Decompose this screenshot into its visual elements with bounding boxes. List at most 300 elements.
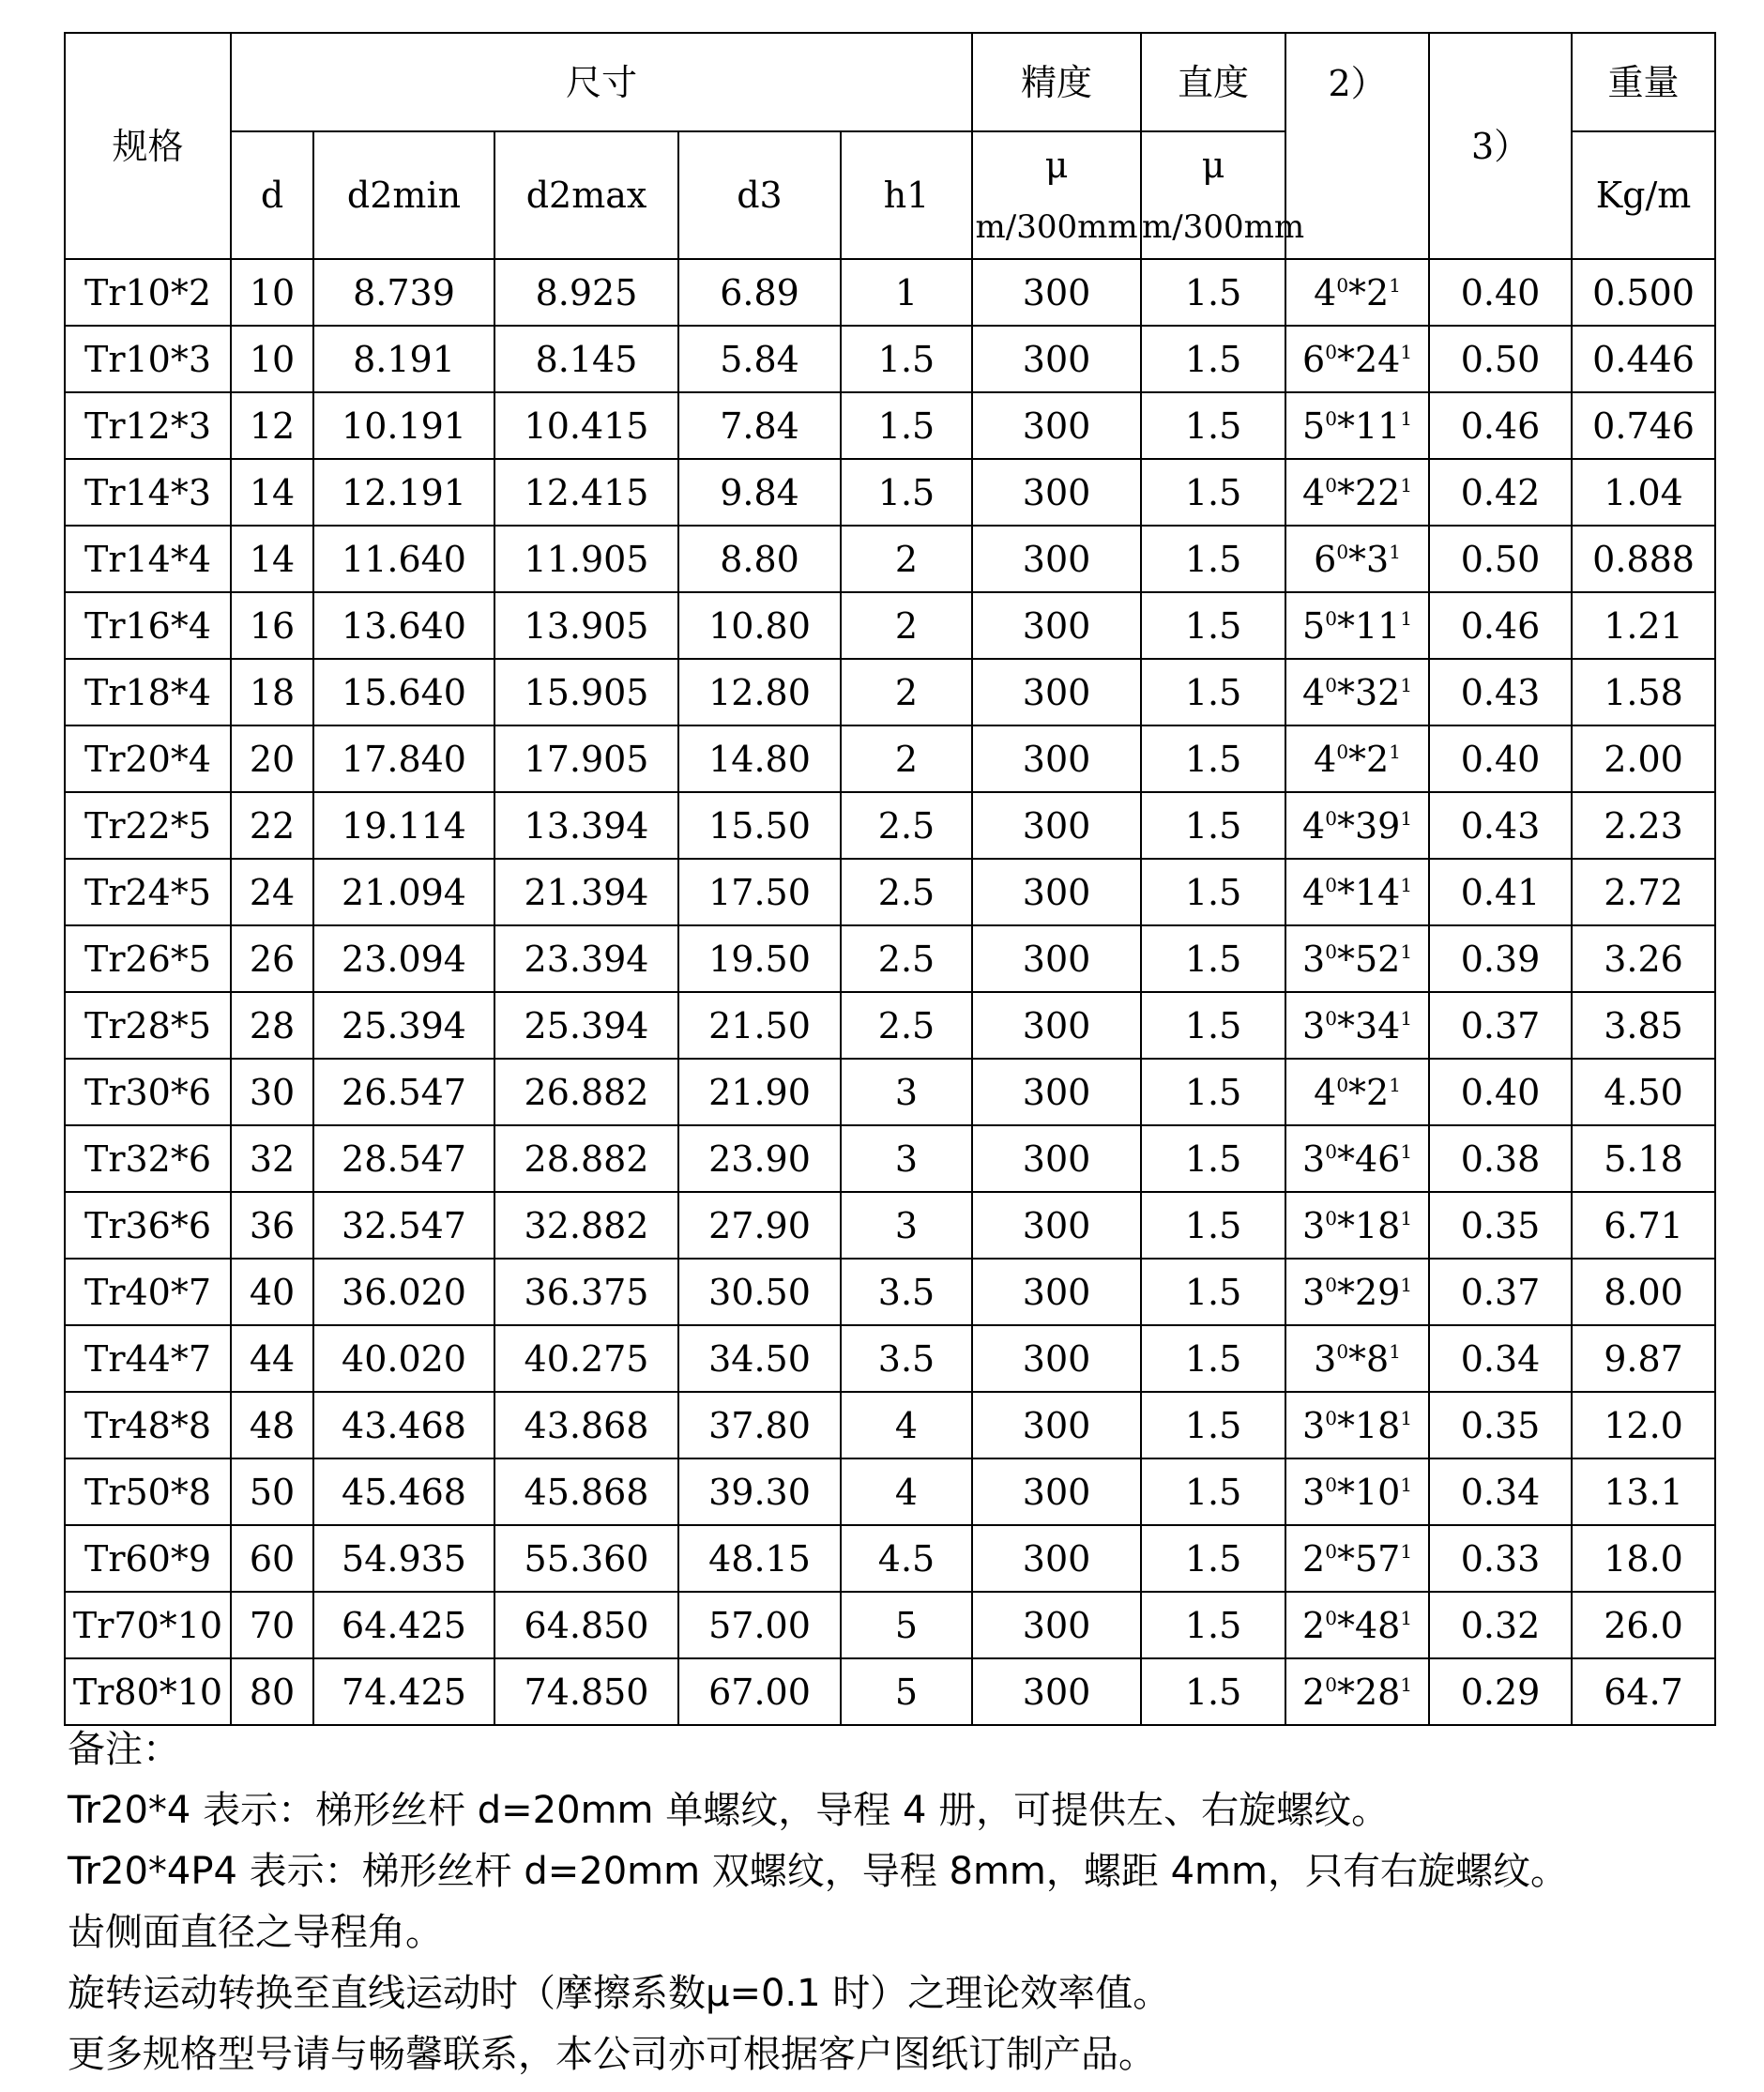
cell-d2max: 15.905 xyxy=(494,659,678,725)
cell-d2max: 11.905 xyxy=(494,526,678,592)
table-row xyxy=(65,1525,1715,1592)
angle-minutes: 3 xyxy=(1366,538,1390,580)
angle-separator: * xyxy=(1336,671,1355,713)
cell-spec: Tr20*4 xyxy=(65,725,231,792)
angle-minutes: 39 xyxy=(1354,804,1401,847)
angle-minutes: 10 xyxy=(1354,1471,1401,1513)
cell-precision: 300 xyxy=(972,725,1141,792)
angle-separator: * xyxy=(1336,1537,1355,1580)
cell-d3: 8.80 xyxy=(678,526,841,592)
cell-lead-angle xyxy=(1285,792,1429,859)
cell-d3: 21.90 xyxy=(678,1059,841,1125)
cell-precision: 300 xyxy=(972,859,1141,925)
degree-mark: 0 xyxy=(1336,1339,1349,1363)
table-row xyxy=(65,1658,1715,1725)
table-row xyxy=(65,792,1715,859)
cell-d2min: 26.547 xyxy=(313,1059,494,1125)
angle-separator: * xyxy=(1336,1671,1355,1713)
cell-lead-angle xyxy=(1285,1658,1429,1725)
angle-minutes: 57 xyxy=(1354,1537,1401,1580)
cell-efficiency: 0.32 xyxy=(1429,1592,1572,1658)
cell-precision: 300 xyxy=(972,659,1141,725)
cell-lead-angle xyxy=(1285,1525,1429,1592)
cell-weight: 2.00 xyxy=(1572,725,1715,792)
angle-degrees: 4 xyxy=(1314,271,1337,313)
cell-h1: 1.5 xyxy=(841,459,972,526)
angle-minutes: 14 xyxy=(1354,871,1401,913)
note-line: Tr20*4 表示：梯形丝杆 d=20mm 单螺纹，导程 4 册，可提供左、右旋螺纹。 xyxy=(68,1789,1390,1832)
cell-lead-angle xyxy=(1285,1392,1429,1458)
cell-d2max: 25.394 xyxy=(494,992,678,1059)
cell-h1: 3 xyxy=(841,1192,972,1259)
degree-mark: 0 xyxy=(1325,1206,1337,1229)
cell-efficiency: 0.37 xyxy=(1429,992,1572,1059)
cell-d2min: 12.191 xyxy=(313,459,494,526)
cell-d2min: 21.094 xyxy=(313,859,494,925)
cell-lead-angle xyxy=(1285,526,1429,592)
cell-efficiency: 0.35 xyxy=(1429,1192,1572,1259)
angle-minutes: 28 xyxy=(1354,1671,1401,1713)
cell-spec: Tr26*5 xyxy=(65,925,231,992)
angle-minutes: 2 xyxy=(1366,271,1390,313)
table-row xyxy=(65,392,1715,459)
degree-mark: 0 xyxy=(1336,1073,1349,1096)
minute-mark: 1 xyxy=(1389,273,1401,297)
cell-d2max: 10.415 xyxy=(494,392,678,459)
cell-weight: 3.85 xyxy=(1572,992,1715,1059)
table-row xyxy=(65,1458,1715,1525)
degree-mark: 0 xyxy=(1325,1473,1337,1496)
cell-d3: 17.50 xyxy=(678,859,841,925)
cell-d2max: 55.360 xyxy=(494,1525,678,1592)
table-row xyxy=(65,1259,1715,1325)
cell-precision: 300 xyxy=(972,1658,1141,1725)
cell-d: 26 xyxy=(231,925,313,992)
cell-lead-angle xyxy=(1285,1125,1429,1192)
cell-d: 70 xyxy=(231,1592,313,1658)
cell-d: 28 xyxy=(231,992,313,1059)
note-line: Tr20*4P4 表示：梯形丝杆 d=20mm 双螺纹，导程 8mm，螺距 4mm，只有右旋螺纹。 xyxy=(68,1850,1568,1893)
table-row xyxy=(65,526,1715,592)
cell-precision: 300 xyxy=(972,792,1141,859)
minute-mark: 1 xyxy=(1400,806,1413,830)
minute-mark: 1 xyxy=(1389,1339,1401,1363)
cell-efficiency: 0.40 xyxy=(1429,259,1572,326)
cell-d: 48 xyxy=(231,1392,313,1458)
angle-degrees: 3 xyxy=(1302,1138,1326,1180)
angle-minutes: 24 xyxy=(1354,338,1401,380)
cell-d2min: 25.394 xyxy=(313,992,494,1059)
cell-d3: 15.50 xyxy=(678,792,841,859)
cell-spec: Tr14*4 xyxy=(65,526,231,592)
cell-straightness: 1.5 xyxy=(1141,326,1285,392)
minute-mark: 1 xyxy=(1400,873,1413,896)
angle-degrees: 4 xyxy=(1302,804,1326,847)
cell-d2min: 13.640 xyxy=(313,592,494,659)
cell-efficiency: 0.35 xyxy=(1429,1392,1572,1458)
table-row xyxy=(65,592,1715,659)
header-d2max: d2max xyxy=(494,131,678,259)
cell-weight: 1.04 xyxy=(1572,459,1715,526)
cell-d: 20 xyxy=(231,725,313,792)
cell-d3: 30.50 xyxy=(678,1259,841,1325)
cell-weight: 1.58 xyxy=(1572,659,1715,725)
cell-spec: Tr40*7 xyxy=(65,1259,231,1325)
degree-mark: 0 xyxy=(1325,939,1337,963)
cell-lead-angle xyxy=(1285,1259,1429,1325)
cell-d3: 7.84 xyxy=(678,392,841,459)
degree-mark: 0 xyxy=(1325,1606,1337,1629)
cell-h1: 3 xyxy=(841,1125,972,1192)
cell-d2min: 19.114 xyxy=(313,792,494,859)
cell-h1: 2 xyxy=(841,659,972,725)
cell-h1: 4.5 xyxy=(841,1525,972,1592)
cell-efficiency: 0.43 xyxy=(1429,792,1572,859)
angle-minutes: 52 xyxy=(1354,938,1401,980)
minute-mark: 1 xyxy=(1400,1206,1413,1229)
degree-mark: 0 xyxy=(1325,1139,1337,1163)
cell-lead-angle xyxy=(1285,259,1429,326)
cell-straightness: 1.5 xyxy=(1141,526,1285,592)
angle-minutes: 22 xyxy=(1354,471,1401,513)
header-d2min: d2min xyxy=(313,131,494,259)
cell-straightness: 1.5 xyxy=(1141,1059,1285,1125)
angle-degrees: 4 xyxy=(1302,471,1326,513)
angle-minutes: 46 xyxy=(1354,1138,1401,1180)
minute-mark: 1 xyxy=(1389,1073,1401,1096)
degree-mark: 0 xyxy=(1325,806,1337,830)
header-weight-unit: Kg/m xyxy=(1572,131,1715,259)
cell-efficiency: 0.46 xyxy=(1429,392,1572,459)
straightness-unit-bottom: m/300mm xyxy=(1142,208,1305,246)
angle-separator: * xyxy=(1336,1404,1355,1446)
cell-d2min: 17.840 xyxy=(313,725,494,792)
cell-h1: 2.5 xyxy=(841,792,972,859)
cell-d2min: 15.640 xyxy=(313,659,494,725)
minute-mark: 1 xyxy=(1400,1273,1413,1296)
table-row xyxy=(65,1125,1715,1192)
cell-d: 16 xyxy=(231,592,313,659)
angle-degrees: 2 xyxy=(1302,1537,1326,1580)
cell-d3: 37.80 xyxy=(678,1392,841,1458)
cell-efficiency: 0.50 xyxy=(1429,326,1572,392)
degree-mark: 0 xyxy=(1325,673,1337,696)
precision-unit-bottom: m/300mm xyxy=(975,208,1138,246)
header-straightness-unit xyxy=(1141,131,1305,259)
table-body xyxy=(65,259,1715,1725)
angle-degrees: 2 xyxy=(1302,1671,1326,1713)
table-row xyxy=(65,1192,1715,1259)
cell-straightness: 1.5 xyxy=(1141,1658,1285,1725)
cell-d2max: 64.850 xyxy=(494,1592,678,1658)
cell-d3: 27.90 xyxy=(678,1192,841,1259)
cell-straightness: 1.5 xyxy=(1141,992,1285,1059)
angle-degrees: 3 xyxy=(1302,1471,1326,1513)
angle-degrees: 3 xyxy=(1302,1271,1326,1313)
minute-mark: 1 xyxy=(1400,340,1413,363)
table-row xyxy=(65,259,1715,326)
cell-d3: 39.30 xyxy=(678,1458,841,1525)
cell-d: 12 xyxy=(231,392,313,459)
cell-d2max: 28.882 xyxy=(494,1125,678,1192)
cell-precision: 300 xyxy=(972,459,1141,526)
cell-efficiency: 0.50 xyxy=(1429,526,1572,592)
angle-separator: * xyxy=(1336,804,1355,847)
cell-h1: 2.5 xyxy=(841,992,972,1059)
cell-precision: 300 xyxy=(972,1592,1141,1658)
angle-degrees: 3 xyxy=(1302,1204,1326,1246)
angle-minutes: 48 xyxy=(1354,1604,1401,1646)
cell-straightness: 1.5 xyxy=(1141,659,1285,725)
cell-d2max: 8.145 xyxy=(494,326,678,392)
cell-weight: 18.0 xyxy=(1572,1525,1715,1592)
minute-mark: 1 xyxy=(1400,1539,1413,1563)
cell-d: 10 xyxy=(231,259,313,326)
angle-minutes: 2 xyxy=(1366,738,1390,780)
angle-minutes: 2 xyxy=(1366,1071,1390,1113)
cell-weight: 5.18 xyxy=(1572,1125,1715,1192)
notes-section xyxy=(68,1719,1738,2085)
minute-mark: 1 xyxy=(1400,473,1413,496)
angle-separator: * xyxy=(1336,1004,1355,1046)
angle-degrees: 3 xyxy=(1302,938,1326,980)
cell-spec: Tr10*3 xyxy=(65,326,231,392)
cell-efficiency: 0.43 xyxy=(1429,659,1572,725)
cell-d: 44 xyxy=(231,1325,313,1392)
angle-degrees: 4 xyxy=(1314,738,1337,780)
cell-d3: 9.84 xyxy=(678,459,841,526)
cell-straightness: 1.5 xyxy=(1141,1325,1285,1392)
cell-d: 32 xyxy=(231,1125,313,1192)
cell-precision: 300 xyxy=(972,326,1141,392)
cell-weight: 0.446 xyxy=(1572,326,1715,392)
angle-degrees: 3 xyxy=(1314,1337,1337,1380)
cell-efficiency: 0.41 xyxy=(1429,859,1572,925)
cell-d: 10 xyxy=(231,326,313,392)
minute-mark: 1 xyxy=(1400,1139,1413,1163)
cell-spec: Tr44*7 xyxy=(65,1325,231,1392)
cell-precision: 300 xyxy=(972,1392,1141,1458)
cell-spec: Tr22*5 xyxy=(65,792,231,859)
minute-mark: 1 xyxy=(1400,673,1413,696)
cell-lead-angle xyxy=(1285,1458,1429,1525)
angle-separator: * xyxy=(1336,338,1355,380)
cell-precision: 300 xyxy=(972,992,1141,1059)
cell-d2min: 64.425 xyxy=(313,1592,494,1658)
cell-h1: 3.5 xyxy=(841,1259,972,1325)
cell-d3: 6.89 xyxy=(678,259,841,326)
cell-d2max: 45.868 xyxy=(494,1458,678,1525)
angle-separator: * xyxy=(1348,738,1367,780)
table-row xyxy=(65,1392,1715,1458)
cell-straightness: 1.5 xyxy=(1141,925,1285,992)
cell-h1: 1.5 xyxy=(841,392,972,459)
cell-d2max: 23.394 xyxy=(494,925,678,992)
cell-d3: 57.00 xyxy=(678,1592,841,1658)
angle-minutes: 11 xyxy=(1354,405,1401,447)
cell-weight: 1.21 xyxy=(1572,592,1715,659)
minute-mark: 1 xyxy=(1400,1006,1413,1030)
header-efficiency: 3） xyxy=(1429,33,1572,259)
cell-lead-angle xyxy=(1285,925,1429,992)
cell-precision: 300 xyxy=(972,1192,1141,1259)
cell-weight: 0.888 xyxy=(1572,526,1715,592)
cell-d2max: 17.905 xyxy=(494,725,678,792)
angle-degrees: 6 xyxy=(1302,338,1326,380)
cell-h1: 3.5 xyxy=(841,1325,972,1392)
cell-d2min: 11.640 xyxy=(313,526,494,592)
cell-d2max: 13.905 xyxy=(494,592,678,659)
angle-separator: * xyxy=(1336,1471,1355,1513)
angle-separator: * xyxy=(1348,1337,1367,1380)
header-lead-angle: 2） xyxy=(1285,33,1429,259)
angle-separator: * xyxy=(1348,538,1367,580)
cell-lead-angle xyxy=(1285,1192,1429,1259)
header-row-group xyxy=(65,33,1715,131)
cell-lead-angle xyxy=(1285,592,1429,659)
cell-straightness: 1.5 xyxy=(1141,459,1285,526)
cell-weight: 9.87 xyxy=(1572,1325,1715,1392)
cell-straightness: 1.5 xyxy=(1141,1125,1285,1192)
notes-title: 备注： xyxy=(68,1728,180,1771)
angle-minutes: 34 xyxy=(1354,1004,1401,1046)
minute-mark: 1 xyxy=(1400,606,1413,630)
cell-spec: Tr12*3 xyxy=(65,392,231,459)
cell-lead-angle xyxy=(1285,659,1429,725)
minute-mark: 1 xyxy=(1400,1473,1413,1496)
cell-precision: 300 xyxy=(972,1525,1141,1592)
cell-precision: 300 xyxy=(972,1458,1141,1525)
angle-minutes: 8 xyxy=(1366,1337,1390,1380)
degree-mark: 0 xyxy=(1325,1006,1337,1030)
angle-separator: * xyxy=(1336,1604,1355,1646)
degree-mark: 0 xyxy=(1325,1539,1337,1563)
table-row xyxy=(65,1592,1715,1658)
table-row xyxy=(65,725,1715,792)
angle-minutes: 29 xyxy=(1354,1271,1401,1313)
cell-spec: Tr36*6 xyxy=(65,1192,231,1259)
cell-d: 24 xyxy=(231,859,313,925)
header-d3: d3 xyxy=(678,131,841,259)
spec-table xyxy=(64,32,1716,1726)
cell-precision: 300 xyxy=(972,392,1141,459)
cell-straightness: 1.5 xyxy=(1141,592,1285,659)
cell-lead-angle xyxy=(1285,992,1429,1059)
cell-spec: Tr32*6 xyxy=(65,1125,231,1192)
degree-mark: 0 xyxy=(1336,740,1349,763)
angle-separator: * xyxy=(1336,871,1355,913)
table-row xyxy=(65,1325,1715,1392)
cell-lead-angle xyxy=(1285,1592,1429,1658)
cell-d2min: 43.468 xyxy=(313,1392,494,1458)
cell-d3: 19.50 xyxy=(678,925,841,992)
cell-precision: 300 xyxy=(972,1125,1141,1192)
cell-d: 14 xyxy=(231,459,313,526)
table-row xyxy=(65,1059,1715,1125)
cell-d2min: 8.739 xyxy=(313,259,494,326)
angle-separator: * xyxy=(1336,1271,1355,1313)
cell-d3: 21.50 xyxy=(678,992,841,1059)
table-row xyxy=(65,459,1715,526)
cell-weight: 2.23 xyxy=(1572,792,1715,859)
cell-d2min: 10.191 xyxy=(313,392,494,459)
cell-precision: 300 xyxy=(972,592,1141,659)
cell-precision: 300 xyxy=(972,925,1141,992)
cell-spec: Tr28*5 xyxy=(65,992,231,1059)
cell-efficiency: 0.34 xyxy=(1429,1458,1572,1525)
table-header xyxy=(65,33,1715,259)
cell-d: 18 xyxy=(231,659,313,725)
cell-d3: 34.50 xyxy=(678,1325,841,1392)
cell-d2max: 43.868 xyxy=(494,1392,678,1458)
cell-precision: 300 xyxy=(972,526,1141,592)
degree-mark: 0 xyxy=(1325,406,1337,430)
cell-d3: 23.90 xyxy=(678,1125,841,1192)
angle-separator: * xyxy=(1336,1138,1355,1180)
header-dimensions: 尺寸 xyxy=(231,33,972,131)
cell-h1: 2.5 xyxy=(841,925,972,992)
angle-separator: * xyxy=(1336,405,1355,447)
cell-weight: 4.50 xyxy=(1572,1059,1715,1125)
table-row xyxy=(65,925,1715,992)
cell-spec: Tr48*8 xyxy=(65,1392,231,1458)
cell-spec: Tr10*2 xyxy=(65,259,231,326)
cell-d2max: 36.375 xyxy=(494,1259,678,1325)
cell-h1: 1 xyxy=(841,259,972,326)
cell-spec: Tr16*4 xyxy=(65,592,231,659)
note-line: 齿侧面直径之导程角。 xyxy=(68,1911,443,1954)
cell-d2max: 74.850 xyxy=(494,1658,678,1725)
cell-straightness: 1.5 xyxy=(1141,1525,1285,1592)
header-precision: 精度 xyxy=(972,33,1141,131)
cell-weight: 8.00 xyxy=(1572,1259,1715,1325)
angle-degrees: 4 xyxy=(1302,671,1326,713)
minute-mark: 1 xyxy=(1400,1672,1413,1696)
angle-separator: * xyxy=(1348,1071,1367,1113)
table-row xyxy=(65,326,1715,392)
header-d: d xyxy=(231,131,313,259)
cell-h1: 5 xyxy=(841,1658,972,1725)
cell-lead-angle xyxy=(1285,1059,1429,1125)
cell-d: 60 xyxy=(231,1525,313,1592)
cell-lead-angle xyxy=(1285,326,1429,392)
cell-d2min: 28.547 xyxy=(313,1125,494,1192)
cell-efficiency: 0.29 xyxy=(1429,1658,1572,1725)
cell-weight: 0.500 xyxy=(1572,259,1715,326)
cell-lead-angle xyxy=(1285,459,1429,526)
angle-minutes: 32 xyxy=(1354,671,1401,713)
cell-straightness: 1.5 xyxy=(1141,392,1285,459)
minute-mark: 1 xyxy=(1400,406,1413,430)
cell-d3: 12.80 xyxy=(678,659,841,725)
cell-efficiency: 0.40 xyxy=(1429,1059,1572,1125)
degree-mark: 0 xyxy=(1325,1273,1337,1296)
cell-lead-angle xyxy=(1285,859,1429,925)
angle-separator: * xyxy=(1336,1204,1355,1246)
cell-straightness: 1.5 xyxy=(1141,259,1285,326)
cell-straightness: 1.5 xyxy=(1141,1458,1285,1525)
cell-straightness: 1.5 xyxy=(1141,725,1285,792)
angle-degrees: 3 xyxy=(1302,1404,1326,1446)
cell-weight: 13.1 xyxy=(1572,1458,1715,1525)
cell-h1: 4 xyxy=(841,1458,972,1525)
note-line: 旋转运动转换至直线运动时（摩擦系数μ=0.1 时）之理论效率值。 xyxy=(68,1972,1171,2015)
cell-d3: 48.15 xyxy=(678,1525,841,1592)
cell-d2max: 21.394 xyxy=(494,859,678,925)
cell-d2max: 12.415 xyxy=(494,459,678,526)
precision-unit-top: μ xyxy=(1044,145,1069,186)
note-line: 更多规格型号请与畅馨联系，本公司亦可根据客户图纸订制产品。 xyxy=(68,2033,1156,2076)
